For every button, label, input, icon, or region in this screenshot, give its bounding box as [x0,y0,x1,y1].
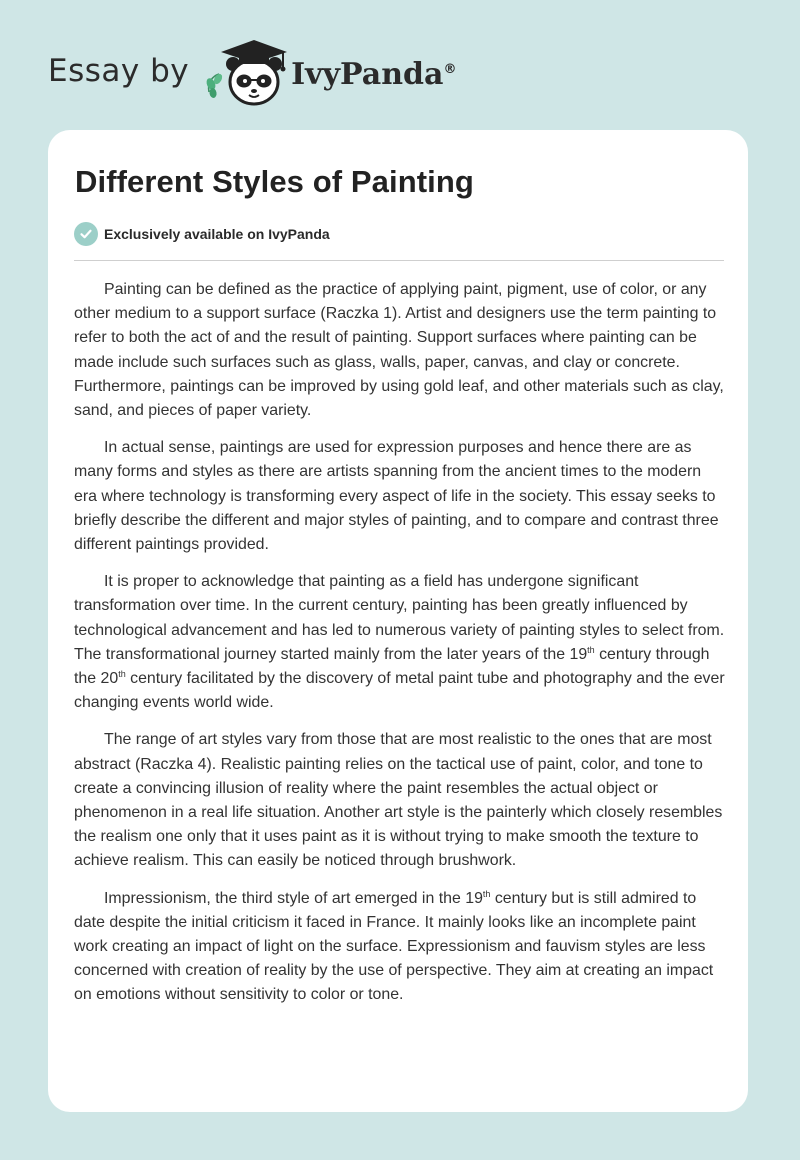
paragraph: Impressionism, the third style of art emerged in the 19th century but is still admired to date despite the initial criticism it faced in France. It mainly looks like an incomplete paint work creating an impact of light on the surface. Expressionism and fauvism styles are less concerned with creation of reality by the use of perspective. They aim at creating an impact on emotions without sensitivity to color or tone. [74,888,714,1004]
paragraph: Painting can be defined as the practice of applying paint, pigment, use of color, or any other medium to a support surface (Raczka 1). Artist and designers use the term painting to refer to both the act of and the result of painting. Support surfaces where painting can be made include such surfaces such as glass, walls, paper, canvas, and clay or concrete. Furthermore, paintings can be improved by using gold leaf, and other materials such as clay, sand, and pieces of paper variety. [74,281,724,420]
brand-header[interactable] [48,36,456,110]
essay-card [48,130,748,1112]
check-circle-icon [74,222,98,246]
brand-prefix: Essay by [48,53,190,89]
page-title: Different Styles of Painting [75,164,474,199]
registered-mark: ® [443,61,457,77]
exclusive-label: Exclusively available on IvyPanda [104,226,330,242]
exclusive-badge [74,222,330,246]
divider [74,260,724,261]
paragraph: It is proper to acknowledge that painting as a field has undergone significant transformation over time. In the current century, painting has been greatly influenced by technological advancement and has led to numerous variety of painting styles to select from. The transformational journey started mainly from the later years of the 19th century through the 20th century facilitated by the discovery of metal paint tube and photography and the ever changing events world wide. [74,573,725,712]
brand-name: IvyPanda® [291,56,457,92]
panda-logo-icon [199,36,295,110]
paragraph: The range of art styles vary from those that are most realistic to the ones that are most abstract (Raczka 4). Realistic painting relies on the tactical use of paint, color, and tone to create a convincing illusion of reality where the paint resembles the actual object or phenomenon in a real life situation. Another art style is the painterly which closely resembles the realism one only that it uses paint as it is without trying to make smooth the texture to achieve realism. This can easily be noticed through brushwork. [74,731,723,870]
essay-body [74,278,726,1021]
paragraph: In actual sense, paintings are used for expression purposes and hence there are as many forms and styles as there are artists spanning from the ancient times to the modern era where technology is transforming every aspect of life in the society. This essay seeks to briefly describe the different and major styles of painting, and to compare and contrast three different paintings provided. [74,439,719,554]
